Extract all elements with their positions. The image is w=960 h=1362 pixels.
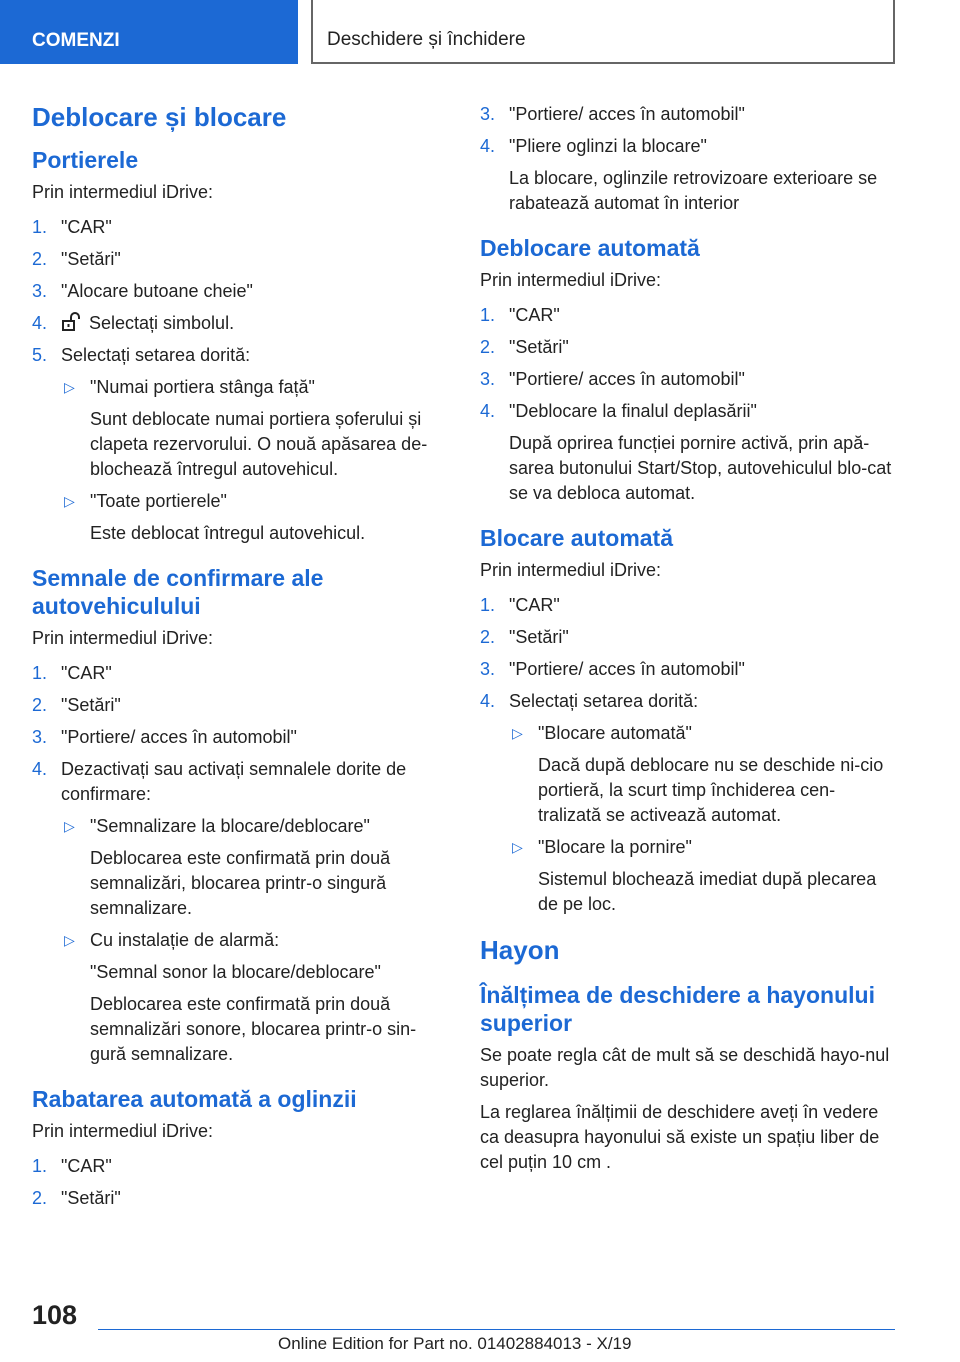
list-item: 1. "CAR": [480, 595, 560, 615]
list-item: 4. Selectați setarea dorită:: [480, 691, 699, 711]
sub-item: ▷ "Blocare automată": [480, 721, 892, 746]
auto-lock-heading: Blocare automată: [480, 525, 674, 551]
list-item: 5. Selectați setarea dorită:: [32, 345, 251, 365]
list-item: 2. "Setări": [480, 337, 569, 357]
sub-item-text: Deblocarea este confirmată prin două semnalizări sonore, blocarea printr-o sin-gură semnalizare.: [90, 994, 417, 1064]
list-item: 1. "CAR": [32, 217, 112, 237]
hayon-title: Hayon: [480, 935, 560, 965]
list-item: 3. "Alocare butoane cheie": [32, 281, 253, 301]
sub-item-text: Dacă după deblocare nu se deschide ni-cio portieră, la scurt timp închiderea cen-tralizată se activează automat.: [538, 755, 884, 825]
list-item: 4. "Pliere oglinzi la blocare": [480, 136, 707, 156]
triangle-right-icon: ▷: [64, 932, 75, 948]
item-note: La blocare, oglinzile retrovizoare exterioare se rabatează automat în interior: [509, 168, 878, 213]
item-note: După oprirea funcției pornire activă, prin apă-sarea butonului Start/Stop, autovehiculul blo-cat se va debloca automat.: [509, 433, 892, 503]
list-item: 3. "Portiere/ acces în automobil": [32, 727, 297, 747]
hayon-p1: Se poate regla cât de mult să se deschidă hayo-nul superior.: [480, 1045, 890, 1090]
triangle-right-icon: ▷: [64, 379, 75, 395]
triangle-right-icon: ▷: [512, 839, 523, 855]
list-item: 3. "Portiere/ acces în automobil": [480, 369, 745, 389]
hayon-p2: La reglarea înălțimii de deschidere aveți în vedere ca deasupra hayonului să existe un spațiu liber de cel puțin 10 cm .: [480, 1102, 880, 1172]
page-number: 108: [32, 1300, 78, 1330]
unlock-icon: [61, 312, 83, 332]
mirrors-heading: Rabatarea automată a oglinzii: [32, 1086, 357, 1112]
list-item: 2. "Setări": [32, 695, 121, 715]
auto-lock-steps: [480, 593, 892, 917]
signals-heading: Semnale de confirmare ale autovehiculului: [32, 565, 324, 619]
sub-item: ▷ "Blocare la pornire": [480, 835, 892, 860]
right-column: [480, 102, 892, 1182]
sub-item-text: Sunt deblocate numai portiera șoferului și clapeta rezervorului. O nouă apăsarea de-blochează întregul autovehicul.: [90, 409, 428, 479]
auto-unlock-intro: Prin intermediul iDrive:: [480, 270, 662, 290]
list-item: 2. "Setări": [480, 627, 569, 647]
list-item: 3. "Portiere/ acces în automobil": [480, 104, 745, 124]
signals-steps: [32, 661, 444, 1067]
sub-item: ▷ "Numai portiera stânga față": [32, 375, 444, 400]
sub-item-text: Deblocarea este confirmată prin două semnalizări, blocarea printr-o singură semnalizare.: [90, 848, 391, 918]
hayon-heading: Înălțimea de deschidere a hayonului superior: [480, 982, 875, 1036]
left-column: [32, 100, 444, 1218]
sub-item-text: Este deblocat întregul autovehicul.: [90, 523, 366, 543]
doors-steps: [32, 215, 444, 546]
list-item: 3. "Portiere/ acces în automobil": [480, 659, 745, 679]
list-item: 1. "CAR": [480, 305, 560, 325]
sub-item-text: Sistemul blochează imediat după plecarea de pe loc.: [538, 869, 877, 914]
footer-edition: Online Edition for Part no. 01402884013 - X/19: [278, 1334, 632, 1353]
list-item: 4. Dezactivați sau activați semnalele dorite de confirmare:: [32, 759, 407, 804]
auto-unlock-steps: [480, 303, 892, 506]
header-section-label: COMENZI: [32, 30, 120, 51]
mirrors-intro: Prin intermediul iDrive:: [32, 1121, 214, 1141]
list-item: 2. "Setări": [32, 249, 121, 269]
mirrors-steps: [32, 1154, 444, 1211]
header-chapter-label: Deschidere și închidere: [327, 29, 526, 50]
triangle-right-icon: ▷: [64, 493, 75, 509]
page-title: Deblocare și blocare: [32, 102, 287, 132]
signals-intro: Prin intermediul iDrive:: [32, 628, 214, 648]
triangle-right-icon: ▷: [64, 818, 75, 834]
sub-item-text: "Semnal sonor la blocare/deblocare": [90, 962, 381, 982]
triangle-right-icon: ▷: [512, 725, 523, 741]
auto-lock-intro: Prin intermediul iDrive:: [480, 560, 662, 580]
list-item: 4. "Deblocare la finalul deplasării": [480, 401, 757, 421]
list-item: 2. "Setări": [32, 1188, 121, 1208]
sub-item: ▷ "Semnalizare la blocare/deblocare": [32, 814, 444, 839]
sub-item: ▷ "Toate portierele": [32, 489, 444, 514]
doors-intro: Prin intermediul iDrive:: [32, 182, 214, 202]
sub-item: ▷ Cu instalație de alarmă:: [32, 928, 444, 953]
auto-unlock-heading: Deblocare automată: [480, 235, 700, 261]
header-chapter: [311, 0, 895, 64]
header-section: [0, 0, 298, 64]
mirrors-steps-cont: [480, 102, 892, 216]
footer-divider: [98, 1329, 895, 1330]
list-item: 1. "CAR": [32, 1156, 112, 1176]
list-item: 1. "CAR": [32, 663, 112, 683]
list-item: 4. Selectați simbolul.: [32, 313, 235, 333]
doors-heading: Portierele: [32, 147, 139, 173]
